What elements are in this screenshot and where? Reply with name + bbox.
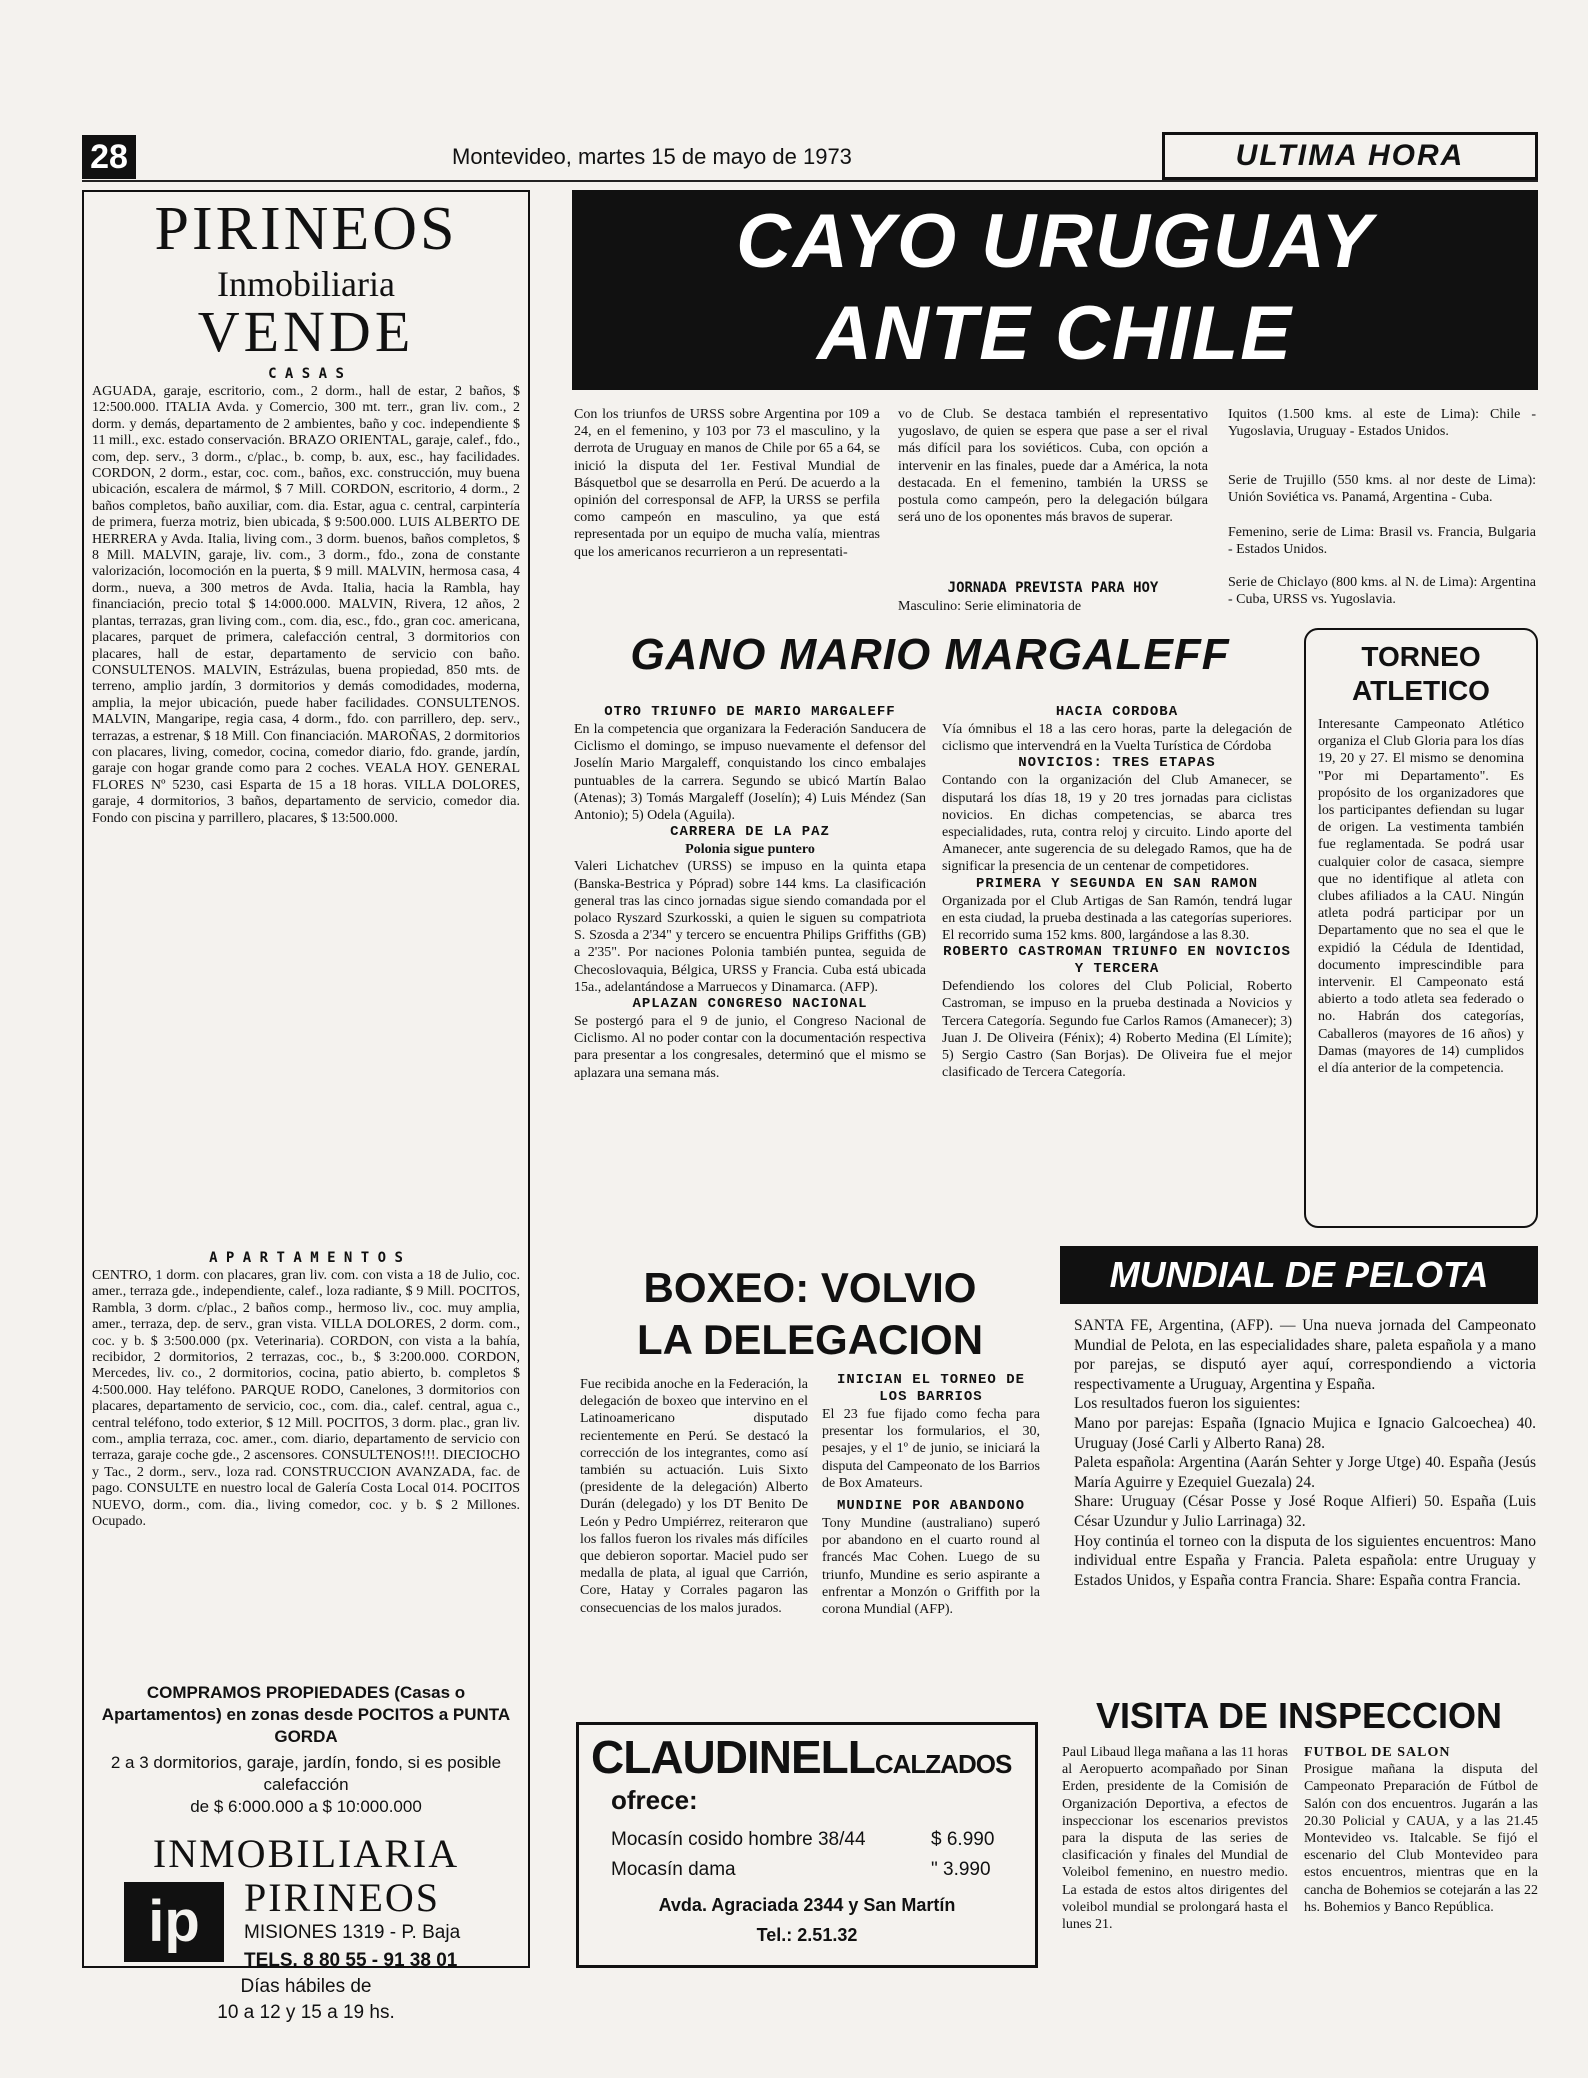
cycling-body-5: Contando con la organización del Club Amanecer, se disputará los días 18, 19 y 20 tres jornadas para ciclistas novicios. En dichas competencias, se abarca tres especialidades, ruta, contra reloj y circuito. Lindo aporte del Amanecer, ante sugerencia de su delegado Ramos, que ha de significar la presencia de un centenar de competidores. [942,773,1292,875]
ad-headline: VENDE [197,299,415,364]
cycling-body-7: Defendiendo los colores del Club Policial, Roberto Castroman, se impuso en la prueba destinada a Novicios y Tercera Categoría. Segundo fue Carlos Ramos (Amanecer); 3) Juan J. De Oliveira (Fénix); 4) Roberto Medina (El Límite); 5) Sergio Castro (San Borjas). De Oliveira fue el mejor clasificado de Tercera Categoría. [942,979,1292,1081]
pelota-headline: MUNDIAL DE PELOTA [1060,1246,1538,1304]
ad-brand: PIRINEOS [154,195,458,263]
claudinell-ofrece: ofrece: [611,1785,698,1815]
main-col-3-c: Femenino, serie de Lima: Brasil vs. Francia, Bulgaria - Estados Unidos. [1228,525,1536,558]
cycling-sub-5: NOVICIOS: TRES ETAPAS [1018,755,1216,772]
ad-subtitle: Inmobiliaria [217,264,395,304]
main-col-2-subhead: JORNADA PREVISTA PARA HOY [947,580,1159,596]
pelota-p3: Mano por parejas: España (Ignacio Mujica e Ignacio Galcoechea) 40. Uruguay (José Carli y Alberto Rana) 28. [1074,1414,1536,1452]
cycling-col-2 [942,704,1292,1081]
inspeccion-body: Paul Libaud llega mañana a las 11 horas al Aeropuerto acompañado por Sinan Erden, presidente de la Comisión de Organización Deportiva, a efectos de inspeccionar los escenarios previstos para la disputa de las series de clasificación y finales del Mundial de Voleibol femenino, en nuestro medio. La estada de estos altos dirigentes del voleibol mundial se prolongará hasta el lunes 21. [1062,1745,1288,1933]
ad-pirineos [82,190,530,1971]
cycling-sub-2b: Polonia sigue puntero [685,842,815,858]
cycling-sub-1: OTRO TRIUNFO DE MARIO MARGALEFF [604,704,896,720]
boxeo-headline-1: BOXEO: VOLVIO [643,1264,977,1311]
cycling-body-4: Vía ómnibus el 18 a las cero horas, parte la delegación de ciclismo que intervendrá en la Vuelta Turística de Córdoba [942,722,1292,755]
torneo-box [1304,628,1538,1228]
dateline: Montevideo, martes 15 de mayo de 1973 [452,144,852,169]
cycling-sub-2: CARRERA DE LA PAZ [670,824,830,841]
cycling-sub-7: ROBERTO CASTROMAN TRIUNFO EN NOVICIOS Y TERCERA [943,944,1291,978]
hours-line-2: 10 a 12 y 15 a 19 hs. [217,2002,395,2023]
cycling-col-1 [574,704,926,1082]
pelota-p2: Los resultados fueron los siguientes: [1074,1395,1301,1413]
claudinell-price-1: $ 6.990 [931,1829,995,1850]
footer-brand: INMOBILIARIA [152,1831,460,1876]
main-col-1: Con los triunfos de URSS sobre Argentina por 109 a 24, en el femenino, y 103 por 73 el masculino, y la derrota de Uruguay en manos de Chile por 65 a 64, se inició la disputa del 1er. Festival Mundial de Básquetbol que se desarrolla en Perú. De acuerdo a la opinión del corresponsal de AFP, la URSS se perfila como campeón en masculino, ya que está representada por un equipo de mucha valía, mientras que los americanos recurrieron a un representati- [574,407,880,560]
boxeo-body: Fue recibida anoche en la Federación, la delegación de boxeo que intervino en el Latinoamericano disputado recientemente en Perú. Se destacó la corrección de los integrantes, como así también su actuación. Luis Sixto (presidente de la delegación) Alberto Durán (delegado) y los DT Benito De León y Pedro Umpiérrez, reiteraron que los fallos fueron los rivales más difíciles que debieron soportar. Maciel pudo ser medalla de plata, al igual que Carrión, Core, Hatay y Corrales pagaron las consecuencias de los malos jurados. [580,1377,808,1616]
pelota-body [1074,1316,1536,1590]
cycling-sub-4: HACIA CORDOBA [1055,704,1179,720]
boxeo-body-1: El 23 fue fijado como fecha para presentar los formularios, el 30, pesajes, y el 1º de junio, se iniciará la disputa del Campeonato de los Barrios de Box Amateurs. [822,1407,1040,1491]
pelota-p6: Hoy continúa el torneo con la disputa de los siguientes encuentros: Mano individual entre España y Francia. Paleta española: entre Uruguay y Estados Unidos, y España contra Francia. Share: España contra Francia. [1074,1532,1536,1589]
claudinell-brand-small: CALZADOS [874,1749,1012,1779]
requisitos-2: de $ 6:000.000 a $ 10:000.000 [190,1797,422,1816]
claudinell-phone: Tel.: 2.51.32 [756,1925,858,1945]
main-headline-2: ANTE CHILE [817,291,1293,376]
pirineos-logo: ip [124,1882,224,1962]
pelota-p5: Share: Uruguay (César Posse y José Roque Alfieri) 50. España (Luis César Uzundur y Julio Larrinaga) 32. [1074,1493,1536,1530]
inspeccion-headline: VISITA DE INSPECCION [1095,1695,1503,1736]
section-casas: C A S A S [268,366,344,382]
claudinell-ad [576,1722,1038,1968]
claudinell-address: Avda. Agraciada 2344 y San Martín [658,1895,956,1915]
boxeo-col-2 [822,1372,1040,1618]
footer-brand-2: PIRINEOS [244,1875,441,1920]
futbol-subhead: FUTBOL DE SALON [1304,1745,1451,1760]
cycling-body-6: Organizada por el Club Artigas de San Ramón, tendrá lugar en esta ciudad, la prueba destinada a las categorías superiores. El recorrido suma 152 kms. 800, largándose a las 8.30. [942,893,1292,944]
claudinell-item-1: Mocasín cosido hombre 38/44 [611,1829,866,1850]
requisitos-1: 2 a 3 dormitorios, garaje, jardín, fondo, si es posible calefacción [110,1753,502,1794]
main-col-2-tail: Masculino: Serie eliminatoria de [898,599,1082,614]
cycling-headline: GANO MARIO MARGALEFF [630,630,1230,679]
compramos-text: COMPRAMOS PROPIEDADES (Casas o Apartamentos) en zonas desde POCITOS a PUNTA GORDA [101,1683,511,1746]
ad-phones: TELS. 8 80 55 - 91 38 01 [244,1950,458,1971]
boxeo-headline-2: LA DELEGACION [636,1316,984,1363]
claudinell-price-2: " 3.990 [931,1859,991,1880]
main-col-3-a: Iquitos (1.500 kms. al este de Lima): Chile - Yugoslavia, Uruguay - Estados Unidos. [1228,407,1536,440]
claudinell-item-2: Mocasín dama [611,1859,736,1880]
main-col-3-d: Serie de Chiclayo (800 kms. al N. de Lima): Argentina - Cuba, URSS vs. Yugoslavia. [1228,575,1536,608]
pelota-p4: Paleta española: Argentina (Aarán Sehter y Jorge Utge) 40. España (Jesús María Aguirre y Ezequiel Guezala) 24. [1074,1454,1536,1491]
apartamentos-listing: CENTRO, 1 dorm. con placares, gran liv. com. con vista a 18 de Julio, coc. amer., terraza gde., independiente, calef., loza radiante, $ 9 Mill. POCITOS, Rambla, 3 dorm. c/plac., 2 baños comp., hermoso liv., coc. muy amplia, amer., terraza, dep. de serv., gran vista. VILLA DOLORES, 2 dorm. com., coc. y b. $ 3:500.000 (px. Veterinaria). CORDON, con vista a la bahía, recibidor, 2 dormitorios, 2 terrazas, coc., b., $ 3:200.000. CORDON, Mercedes, liv. co., 2 dormitorios, cocina, patio abierto, b. completos $ 4:500.000. Hay teléfono. PARQUE RODO, Canelones, 3 dormitorios con placares, departamento de servicio, coc., com. dia., calef. central, agua c., central teléfono, todo exterior, $ 12 Mill. POCITOS, 3 dorm. plac., gran liv. com., amplia terraza, coc. amer., com. diario, departamento de servicio con terraza, garaje coche gde., 2 ascensores. CONSULTENOS!!!. DIECIOCHO y Tac., 2 dorm., serv., loza rad. CONSTRUCCION AVANZADA, fac. de pago. CONSULTE en nuestro local de Galería Costa Local 014. POCITOS NUEVO, dorm., com. dia., living comedor, coc. y b. $ 2 Millones. Ocupado. [92,1268,520,1530]
claudinell-brand [591,1731,1011,1790]
cycling-body-2: Valeri Lichatchev (URSS) se impuso en la quinta etapa (Banska-Bestrica y Póprad) sobre 144 kms. La clasificación general tras las cinco jornadas sigue siendo comandada por el polaco Ryszard Szurkosski, a quien le siguen su compatriota S. Szosda a 2'34" y tercero se encuentra Philips Griffiths (GB) a 2'35". Por naciones Polonia también puntea, seguida de Checoslovaquia, Bélgica, URSS y Francia. Cuba está ubicada 15a., adelantándose a Marruecos y Dinamarca. (AFP). [574,859,926,995]
cycling-sub-3: APLAZAN CONGRESO NACIONAL [632,996,868,1013]
page-number: 28 [82,135,136,179]
torneo-body: Interesante Campeonato Atlético organiza el Club Gloria para los días 19, 20 y 27. El mismo se denomina "Por mi Departamento". Es propósito de los organizadores que los participantes defiendan su lugar de origen. La vestimenta también fue reglamentada. Se podrá usar cualquier color de casaca, siempre que no identifique al atleta con clubes afiliados a la CAU. Ningún atleta podrá participar por un Departamento que no sea el que le expidió la Cédula de Identidad, documento imprescindible para intervenir. El Campeonato está abierto a todo atleta sea federado o no. Habrán dos categorías, Caballeros (mayores de 16 años) y Damas (mayores de 14) cumplidos el día anterior de la competencia. [1318,717,1524,1077]
inspeccion-col-2 [1304,1744,1538,1947]
pelota-p1: SANTA FE, Argentina, (AFP). — Una nueva jornada del Campeonato Mundial de Pelota, en las especialidades share, paleta española y a mano por parejas, se disputó ayer aquí, correspondiendo a victoria respectivamente a Uruguay, Argentina y España. [1074,1317,1536,1393]
masthead: ULTIMA HORA [1162,132,1538,180]
torneo-headline: TORNEO ATLETICO [1352,641,1490,706]
section-apartamentos: A P A R T A M E N T O S [209,1250,403,1266]
hours-line-1: Días hábiles de [240,1976,372,1997]
main-col-3-b: Serie de Trujillo (550 kms. al nor deste de Lima): Unión Soviética vs. Panamá, Argentina - Cuba. [1228,473,1536,506]
cycling-sub-6: PRIMERA Y SEGUNDA EN SAN RAMON [975,875,1259,892]
casas-listing: AGUADA, garaje, escritorio, com., 2 dorm., hall de estar, 2 baños, $ 12:500.000. ITALIA Avda. y Comercio, 300 mt. terr., gran liv. com., 2 dorm. y demás, departamento de 2 ambientes, baño y coc. independiente $ 11 mill., exc. estado conservación. BRAZO ORIENTAL, garaje, calef., fdo., com, dep. serv., 3 dorm., c/plac., b. comp, b. aux, esc., hay facilidades. CORDON, 2 dorm., estar, coc. com., baños, exc. construcción, muy buena ubicación, escalera de mármol, $ 7 Mill. CORDON, escritorio, 4 dorm., 2 baños completos, baño auxiliar, com. dia. Estar, agua c. central, carpintería de primera, fuerza motriz, bien ubicada, $ 9:500.000. LUIS ALBERTO DE HERRERA y Avda. Italia, living com., 3 dorm. buenos, baños completos, $ 8 Mill. MALVIN, garaje, liv. com., 3 dorm., fdo., zona de constante valorización, locomoción en la puerta, $ 9 mill. MALVIN, hermosa casa, 4 dorm., nueva, a 300 metros de Avda. Italia, hacia la Rambla, hay financiación, precio total $ 14:000.000. MALVIN, Rivera, 12 años, 2 plantas, terrazas, gran living com., com. dia, esc., fdo., gran coc. americana, placares, parquet de primera, calefacción central, 3 dormitorios con placares, hall de estar, departamento de servicio con baño. CONSULTENOS. MALVIN, Estrázulas, buena propiedad, 850 mts. de terreno, amplio jardín, 3 dormitorios y demás comodidades, moderna, amplia, la mejor ubicación, puede haber facilidades. CONSULTENOS. MALVIN, Mangaripe, regia casa, 4 dorm., fdo. con parrillero, dep. serv., terrazas, a estrenar, $ 18 Mill. Con financiación. MAROÑAS, 2 dormitorios con placares, living, comedor, cocina, comedor diario, fdo. grande, jardín, garaje con hogar grande como para 2 coches. VEALA HOY. GENERAL FLORES Nº 5230, casi Esparta de 15 a 18 horas. VILLA DOLORES, garaje, 4 dormitorios, 3 baños, departamento de servicio, comedor dia. Fondo con piscina y parrillero, placares, $ 13:500.000. [92,384,520,826]
header-rule [82,180,1538,182]
main-headline-bar [572,190,1538,390]
main-col-2: vo de Club. Se destaca también el representativo yugoslavo, de quien se espera que pase a ser el rival más difícil para los soviéticos. Cuba, con opción a intervenir en las finales, puede dar a América, la nota destacada. En el femenino, también la URSS se postula como campeón, pero la delegación búlgara será uno de los oponentes más bravos de superar. [898,407,1208,526]
claudinell-brand-main: CLAUDINELL [591,1731,875,1783]
boxeo-sub-2: MUNDINE POR ABANDONO [836,1498,1026,1515]
boxeo-sub-1: INICIAN EL TORNEO DE LOS BARRIOS [836,1372,1026,1405]
boxeo-body-2: Tony Mundine (australiano) superó por abandono en el cuarto round al francés Mac Cohen. Luego de su triunfo, Mundine es serio aspirante a enfrentar a Monzón o Griffith por la corona Mundial (AFP). [822,1516,1040,1618]
futbol-body: Prosigue mañana la disputa del Campeonato Preparación de Fútbol de Salón con dos encuentros. Jugarán a las 20.30 Policial y CAUA, y a las 21.45 Montevideo vs. Italcable. Se fijó el escenario del Club Montevideo para estos encuentros, mientras que en la cancha de Bohemios se cotejarán a las 22 hs. Bohemios y Banco República. [1304,1762,1538,1915]
cycling-body-3: Se postergó para el 9 de junio, el Congreso Nacional de Ciclismo. Al no poder contar con la documentación respectiva para presentar a los congresales, determinó que el mismo se aplazara una semana más. [574,1014,926,1081]
main-headline-1: CAYO URUGUAY [736,199,1374,284]
cycling-body-1: En la competencia que organizara la Federación Sanducera de Ciclismo el domingo, se impuso nuevamente el defensor del Joselín Mario Margaleff, conquistando los cinco embalajes puntuables de la carrera. Segundo se ubicó Martín Balao (Atenas); 3) Tomás Margaleff (Joselín); 4) Luis Méndez (San Antonio); 5) Odela (Aguila). [574,722,926,824]
address: MISIONES 1319 - P. Baja [244,1922,461,1943]
